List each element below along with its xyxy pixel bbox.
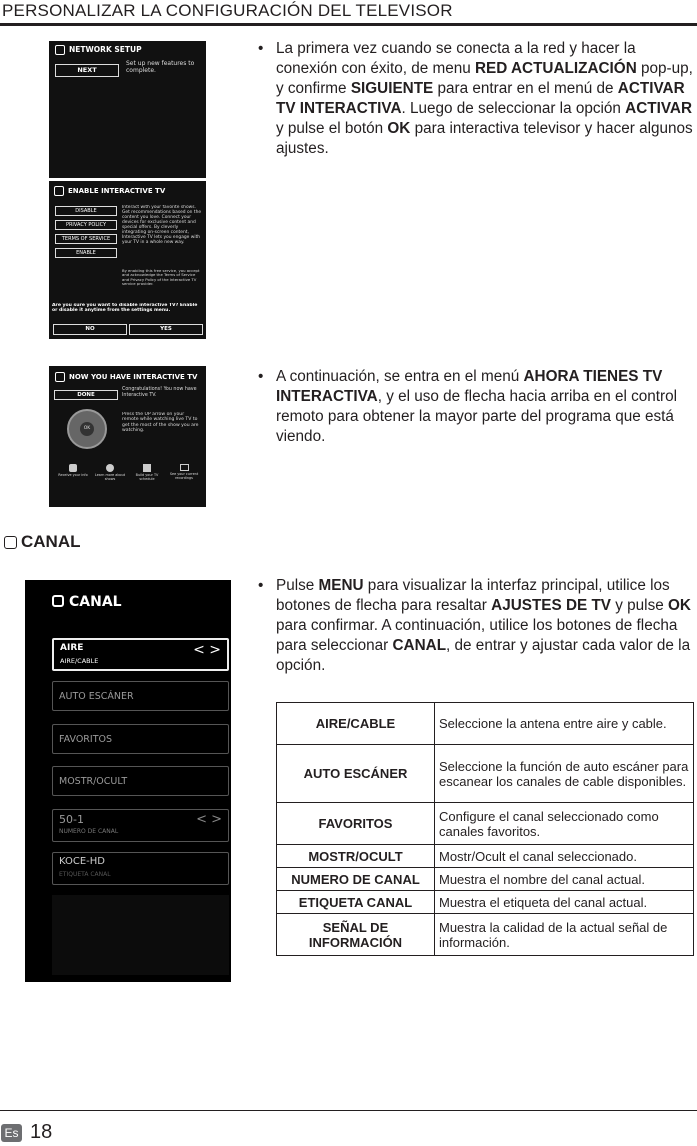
enable-interactive-title: ENABLE INTERACTIVE TV: [54, 186, 165, 196]
canal-options-table: [276, 702, 694, 956]
canal-menu-title: CANAL: [52, 594, 122, 610]
calendar-icon: [143, 464, 151, 472]
feature-item: Receive your info: [55, 464, 91, 478]
menu-item-auto-escaner[interactable]: AUTO ESCÁNER: [52, 681, 229, 711]
section-canal-heading: CANAL: [4, 532, 81, 552]
privacy-policy-button[interactable]: PRIVACY POLICY: [55, 220, 117, 230]
now-interactive-screenshot: [49, 366, 206, 507]
menu-item-favoritos[interactable]: FAVORITOS: [52, 724, 229, 754]
tv-icon: [180, 464, 189, 471]
paragraph-canal: • Pulse MENU para visualizar la interfaz principal, utilice los botones de flecha para resaltar AJUSTES DE TV y pulse OK para confirmar. A continuación, utilice los botones de flecha para seleccionar CANAL, de entrar y ajustar cada valor de la opción.: [258, 577, 691, 674]
table-row: ETIQUETA CANAL Muestra el etiqueta del canal actual.: [277, 891, 694, 914]
enable-interactive-legal: By enabling this free service, you accept and acknowledge the Terms of Service and Privacy Policy of the Interactive TV service provider.: [122, 269, 200, 287]
enable-interactive-screenshot: [49, 181, 206, 339]
disable-button[interactable]: DISABLE: [55, 206, 117, 216]
ok-button-icon: OK: [80, 422, 94, 436]
no-button[interactable]: NO: [53, 324, 127, 335]
group-icon: [69, 464, 77, 472]
paragraph-interactive: • A continuación, se entra en el menú AHORA TIENES TV INTERACTIVA, y el uso de flecha hacia arriba en el control remoto para obtener la mayor parte del programa que está viendo.: [258, 368, 678, 445]
language-badge: Es: [1, 1124, 22, 1142]
checkbox-icon: [52, 595, 64, 607]
congrats-text: Congratulations! You now have Interactive TV.: [122, 387, 197, 398]
disable-question: Are you sure you want to disable interactive TV? Enable or disable it anytime from the settings menu.: [52, 303, 198, 314]
footer-rule: [0, 1110, 697, 1111]
table-row: SEÑAL DE INFORMACIÓN Muestra la calidad de la actual señal de información.: [277, 914, 694, 956]
table-row: MOSTR/OCULT Mostr/Ocult el canal seleccionado.: [277, 845, 694, 868]
remote-dpad-icon: [67, 409, 107, 449]
done-button[interactable]: DONE: [54, 390, 118, 400]
yes-button[interactable]: YES: [129, 324, 203, 335]
enable-interactive-description: Interact with your favorite shows. Get recommendations based on the content you love. Connect your devices for exclusive content and special offers. By cleverly integrating on-screen content, Interactive TV lets you engage with your TV in a whole new way.: [122, 205, 202, 246]
checkbox-icon: [54, 186, 64, 196]
network-setup-title: NETWORK SETUP: [55, 45, 142, 55]
feature-item: See your current recordings: [166, 464, 202, 481]
next-button[interactable]: NEXT: [55, 64, 119, 77]
table-row: AIRE/CABLE Seleccione la antena entre aire y cable.: [277, 703, 694, 745]
header-rule: [0, 23, 697, 26]
checkbox-icon: [55, 372, 65, 382]
feature-item: Learn more about shows: [92, 464, 128, 482]
feature-icons-row: [55, 464, 203, 500]
bullet: •: [258, 577, 264, 594]
left-right-arrows-icon: < >: [193, 642, 221, 658]
menu-item-etiqueta-canal[interactable]: KOCE-HD ETIQUETA CANAL: [52, 852, 229, 885]
page-number: 18: [30, 1121, 53, 1143]
network-setup-screenshot: [49, 41, 206, 178]
menu-item-numero-canal[interactable]: 50-1 NUMERO DE CANAL < >: [52, 809, 229, 842]
table-row: FAVORITOS Configure el canal seleccionado como canales favoritos.: [277, 803, 694, 845]
now-interactive-title: NOW YOU HAVE INTERACTIVE TV: [55, 372, 197, 382]
left-right-arrows-icon: < >: [196, 812, 222, 827]
menu-empty-area: [52, 895, 229, 975]
feature-item: Build your TV schedule: [129, 464, 165, 482]
menu-item-mostr-ocult[interactable]: MOSTR/OCULT: [52, 766, 229, 796]
menu-item-aire[interactable]: AIRE AIRE/CABLE < >: [52, 638, 229, 671]
canal-menu-screenshot: [25, 580, 231, 982]
checkbox-icon: [55, 45, 65, 55]
page-title: PERSONALIZAR LA CONFIGURACIÓN DEL TELEVISOR: [2, 1, 453, 20]
table-row: AUTO ESCÁNER Seleccione la función de auto escáner para escanear los canales de cable disponibles.: [277, 745, 694, 803]
checkbox-icon: [4, 536, 17, 549]
enable-button[interactable]: ENABLE: [55, 248, 117, 258]
paragraph-network: • La primera vez cuando se conecta a la red y hacer la conexión con éxito, de menu RED ACTUALIZACIÓN pop-up, y confirme SIGUIENTE para entrar en el menú de ACTIVAR TV INTERACTIVA. Luego de seleccionar la opción ACTIVAR y pulse el botón OK para interactiva televisor y hacer algunos ajustes.: [258, 40, 693, 157]
instructions-text: Press the UP arrow on your remote while watching live TV to get the most of the show you are watching.: [122, 412, 199, 433]
info-icon: [106, 464, 114, 472]
terms-of-service-button[interactable]: TERMS OF SERVICE: [55, 234, 117, 244]
bullet: •: [258, 368, 264, 385]
table-row: NUMERO DE CANAL Muestra el nombre del canal actual.: [277, 868, 694, 891]
bullet: •: [258, 40, 264, 57]
network-setup-text: Set up new features to complete.: [126, 60, 195, 74]
